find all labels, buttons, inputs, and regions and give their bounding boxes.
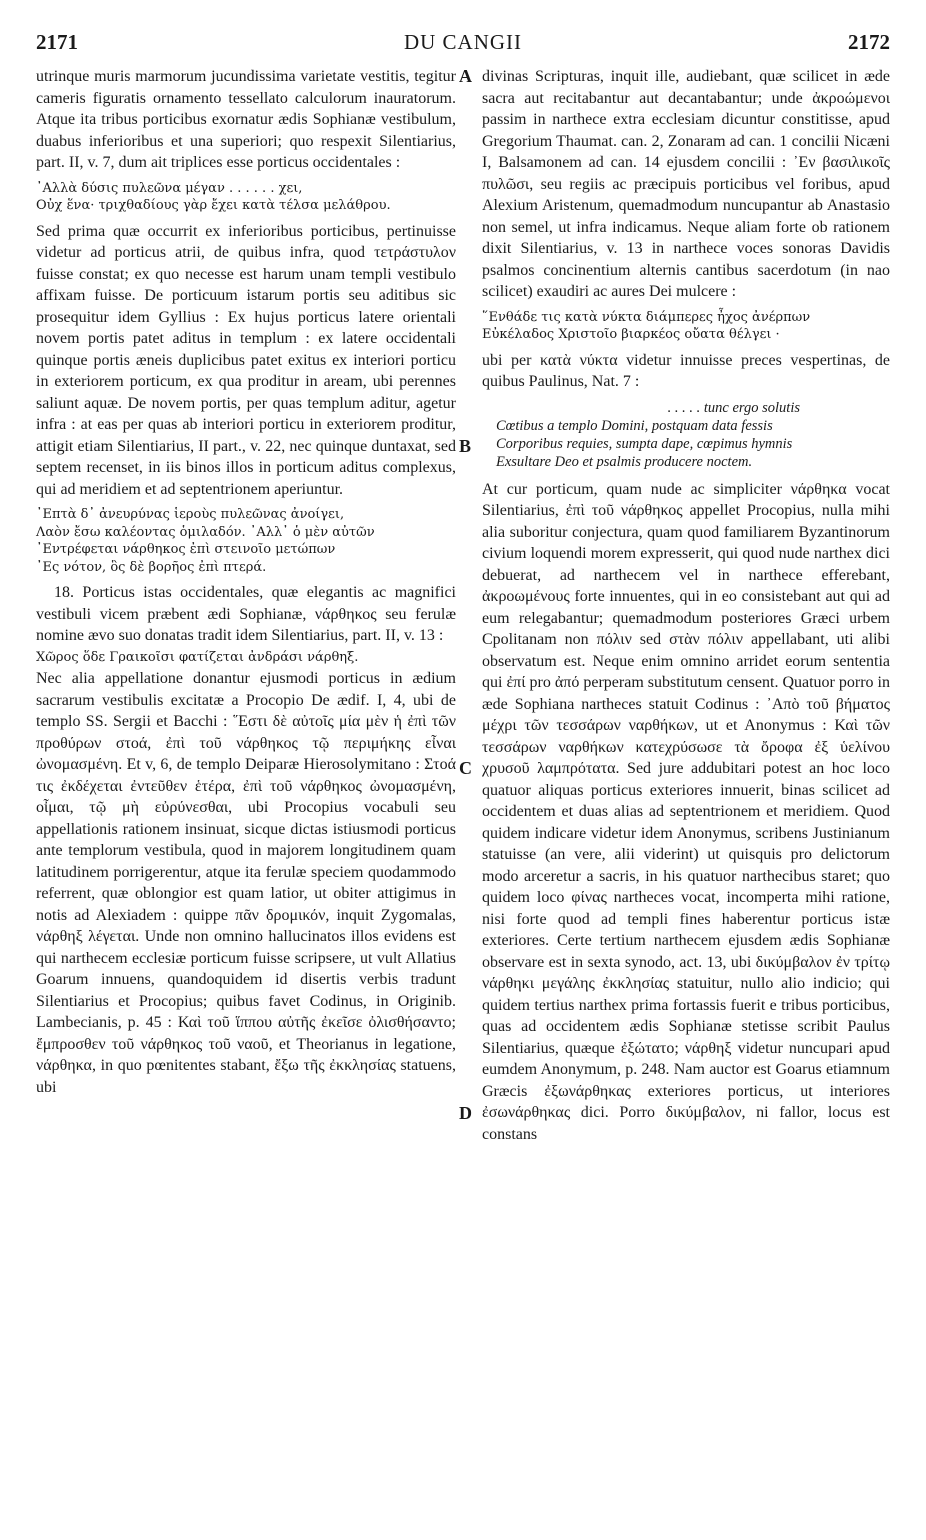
verse-line: Λαὸν ἔσω καλέοντας ὁμιλαδόν. ᾿Αλλ᾿ ὁ μὲν αὐτῶν bbox=[36, 524, 375, 540]
right-column bbox=[482, 66, 890, 1145]
verse-line: Εὐκέλαδος Χριστοῖο βιαρκέος οὔατα θέλγει · bbox=[482, 327, 780, 342]
verse-line: . . . . . tunc ergo solutis bbox=[667, 399, 800, 416]
paragraph: Nec alia appellatione donantur ejusmodi porticus in ædium sacrarum vestibulis excitatæ a Procopio De ædif. I, 4, ubi de templo SS. Sergii et Bacchi : ῞Εστι δὲ αὐτοῖς μία μὲν ἡ ἐπὶ τῶν προθύρων στοά, ἐπὶ τοῦ νάρθηκος τῷ περιμήκης εἶναι ὠνομασμένη. Et v, 6, de templo Deiparæ Hierosolymitano : Στοά τις ἐκδέχεται ἐντεῦθεν ἑτέρα, ἐπὶ τοῦ νάρθηκος ὠνομασμένη, οἶμαι, τῷ μὴ εὐρύνεσθαι, ubi Procopius vocabuli seu appellationis rationem insinuat, sicque dictas istiusmodi porticus ante templorum vestibula, quod in majorem longitudinem quam latitudinem porrigerentur, atque ita ferulæ speciem quodammodo referrent, quæ oblongior est quam latior, ut obiter attigimus in notis ad Alexiadem : quippe πᾶν δρομικόν, inquit Zygomalas, νάρθηξ λέγεται. Unde non omnino hallucinatos illos evidens est qui narthecem ecclesiæ porticum fuisse scripsere, ut vult Allatius Goarum innuens, quandoquidem id disertis verbis tradunt Silentiarius et Procopius; quibus favet Codinus, in Originib. Lambecianis, p. 45 : Καὶ τοῦ ἵππου αὐτῆς ἐκεῖσε ὀλισθήσαντο; ἔμπροσθεν τοῦ νάρθηκος τοῦ ναοῦ, et Theorianus in legatione, νάρθηκα, in quo pœnitentes stabant, ἔξω τῆς ἐκκλησίας statuens, ubi bbox=[36, 670, 456, 1096]
page-number-left: 2171 bbox=[36, 30, 78, 54]
verse-line: ῞Ενθάδε τις κατὰ νύκτα διάμπερες ἦχος ἀνέρπων bbox=[482, 309, 811, 325]
verse-line: Corporibus requies, sumpta dape, cœpimus hymnis bbox=[496, 435, 793, 452]
paragraph: Sed prima quæ occurrit ex inferioribus porticibus, pertinuisse videtur ad porticus atrii, de quibus infra, quod τετράστυλον fuisse constat; ex quo necesse est harum unam templi vestibulo affixam fuisse. De porticuum istarum portis seu aditibus sic prosequitur idem Gyllius : Ex hujus porticus latere orientali novem portis patet aditus in templum : ex latere occidentali quinque portis æneis duplicibus patet exitus ex interiori porticu in exteriorem porticum, ex qua proditur in aream, ubi perennes saliunt aquæ. De novem portis, per quas templum aditur, agetur infra : at eas per quas ab interiori porticu in exteriorem proditur, attigit etiam Silentiarius, II part., v. 22, nec quinque duntaxat, sed septem recenset, in iis binos illos in porticum aditus complexus, qui ad meridiem et ad septentrionem aperiuntur. bbox=[36, 222, 456, 498]
section-marker-a: A bbox=[459, 66, 472, 86]
paragraph: divinas Scripturas, inquit ille, audiebant, quæ scilicet in æde sacra aut recitabantur aut decantabantur; unde ἀκροώμενοι passim in narthece extra ecclesiam dicuntur constitisse, apud Gregorium Thaumat. can. 2, Zonaram ad can. 1 concilii Nicæni I, Balsamonem ad can. 14 ejusdem concilii : ᾿Εν βασιλικοῖς πυλῶσι, seu regiis ac præcipuis porticibus vel foribus, apud Alexium Aristenum, quemadmodum nuncupantur ab Anastasio non semel, ut infra indicamus. Neque aliam forte ob rationem dixit Silentiarius, v. 13 in narthece voces sonoras Davidis psalmos concinentium alternis cantibus sacerdotum (in nao scilicet) exaudiri ac aures Dei mulcere : bbox=[482, 68, 890, 300]
paragraph: At cur porticum, quam nude ac simpliciter νάρθηκα vocat Silentiarius, ἐπὶ τοῦ νάρθηκος appellet Procopius, nulla mihi alia suboritur conjectura, quam quod familiarem Byzantinorum civium loquendi morem expresserit, qui quod nude narthex dici debuerat, ad narthecem vel in narthece efferebant, ἀκροωμένους forte innuentes, qui in eo consistebant aut qui ad eum relegabantur; quemadmodum posteriores Græci urbem Cpolitanam non πόλιν sed στὰν πόλιν appellabant, uti alibi observatum est. Neque enim omnino arridet eorum sententia qui ἐπί pro ἀπό perperam substitutum censent. Quatuor porro in æde Sophiana nartheces statuit Codinus : ᾿Απὸ τοῦ βήματος μέχρι τῶν τεσσάρων ναρθήκων, ut et Anonymus : Καὶ τῶν τεσσάρων ναρθήκων κατεχρύσωσε τὰ ὄροφα ἐξ ὑελίνου χρυσοῦ λαμπρότατα. Sed jure addubitari potest an hoc loco quatuor aliquas porticus exteriores innuerit, binas scilicet ad occidentem et duas alias ad septentrionem et meridiem. Quod quidem indicare videtur idem Anonymus, scribens Justinianum statuisse (an vere, alii viderint) ut quisquis pro delictorum modo arceretur a sacris, in his quatuor narthecibus staret; quo quidem loco φίνας nartheces vocat, incomperta mihi ratione, nisi forte quod ad templi fines haberentur porticus istæ exteriores. Certe tertium narthecem ejusdem ædis Sophianæ observare est in sexta synodo, act. 13, ubi δικύμβαλον ἐν τρίτῳ νάρθηκι μεγάλης ἐκκλησίας statuitur, nullo alio indicio; qui quidem tertius narthex prima fortassis fuerit e tribus porticibus, quas ad occidentem ædis Sophianæ stetisse scribit Paulus Silentiarius, quæque ἐξώτατο; νάρθηξ videtur nuncupari apud eumdem Anonymum, p. 248. Nam auctor est Goarus etiamnum Græcis ἐξωνάρθηκας exteriores porticus, ut interiores ἐσωνάρθηκας dici. Porro δικύμβαλον, ni fallor, locus est constans bbox=[482, 480, 890, 1143]
verse-line: ᾿Επτὰ δ᾿ ἀνευρύνας ἱεροὺς πυλεῶνας ἀνοίγει, bbox=[36, 507, 345, 522]
verse-line: ᾿Αλλὰ δύσις πυλεῶνα μέγαν . . . . . . χει, bbox=[36, 180, 303, 196]
greek-quotation bbox=[482, 309, 890, 344]
section-marker-c: C bbox=[459, 758, 472, 778]
page-header bbox=[36, 30, 890, 64]
section-marker-d: D bbox=[459, 1103, 472, 1123]
running-title: DU CANGII bbox=[403, 30, 523, 54]
left-column bbox=[36, 66, 456, 1098]
verse-line: ᾿Εντρέφεται νάρθηκος ἐπὶ στεινοῖο μετώπων bbox=[36, 542, 336, 557]
paragraph: ubi per κατὰ νύκτα videtur innuisse preces vespertinas, de quibus Paulinus, Nat. 7 : bbox=[482, 351, 890, 390]
paragraph: utrinque muris marmorum jucundissima varietate vestitis, tegitur cameris figuratis ornamento tessellato calculorum inauratorum. Atque ita tribus porticibus exornatur ædis Sophianæ vestibulum, duabus inferioribus et una superiori; quo respexit Silentiarius, part. II, v. 7, dum ait triplices esse porticus occidentales : bbox=[36, 68, 456, 171]
latin-verse-quotation bbox=[496, 399, 890, 471]
page-number-right: 2172 bbox=[848, 30, 890, 54]
verse-line: Cœtibus a templo Domini, postquam data fessis bbox=[496, 417, 773, 434]
greek-quotation bbox=[36, 649, 456, 667]
verse-line: ᾿Ες νότον, ὃς δὲ βορῆος ἐπὶ πτερά. bbox=[36, 559, 267, 575]
verse-line: Οὐχ ἕνα· τριχθαδίους γὰρ ἔχει κατὰ τέλσα μελάθρου. bbox=[36, 198, 391, 213]
section-marker-b: B bbox=[459, 436, 472, 456]
verse-line: Exsultare Deo et psalmis producere noctem. bbox=[496, 453, 753, 470]
paragraph-18: 18. Porticus istas occidentales, quæ elegantis ac magnifici vestibuli vicem præbent ædi Sophianæ, νάρθηκος seu ferulæ nomine ævo suo donatas tradit idem Silentiarius, part. II, v. 13 : bbox=[36, 584, 456, 644]
verse-line: Χῶρος ὅδε Γραικοῖσι φατίζεται ἀνδράσι νάρθηξ. bbox=[36, 649, 359, 665]
greek-quotation bbox=[36, 180, 456, 215]
greek-quotation bbox=[36, 506, 456, 576]
